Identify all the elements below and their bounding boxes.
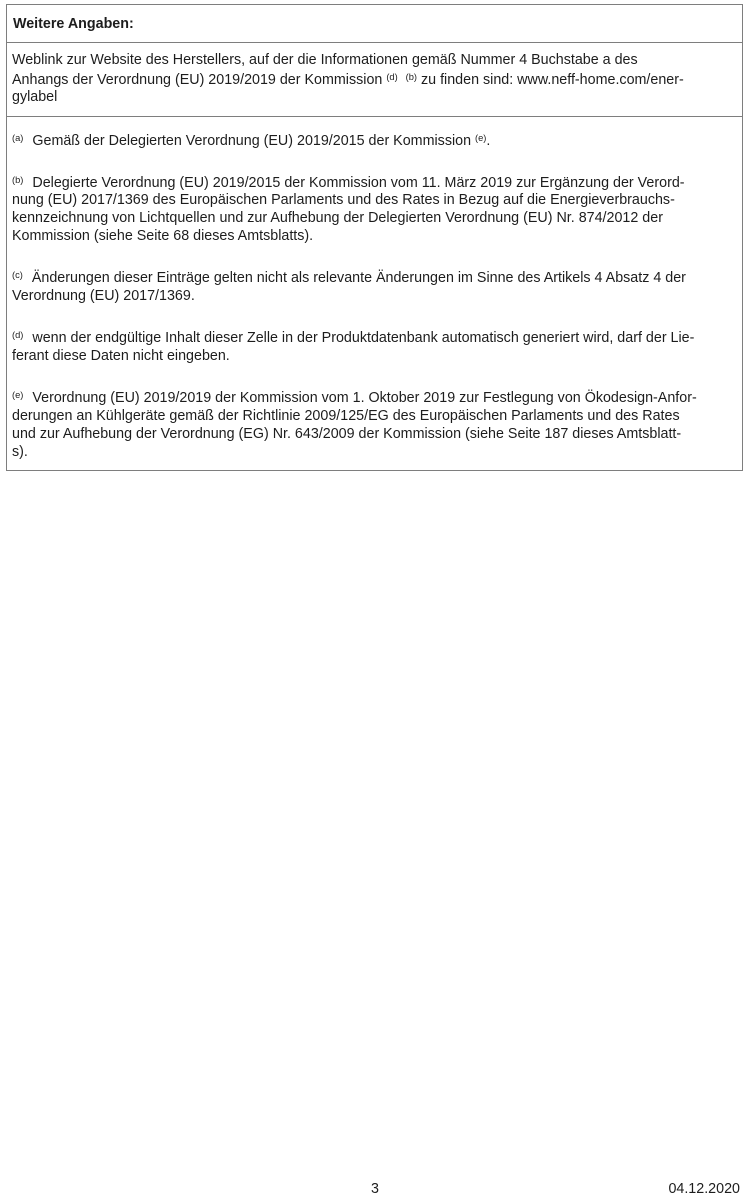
footnotes-row — [7, 116, 742, 470]
page-footer — [0, 1180, 750, 1200]
footnote-d-label: (d) — [12, 330, 24, 341]
footnote-b — [12, 171, 736, 246]
footnote-d — [12, 326, 736, 365]
box-title: Weitere Angaben: — [13, 16, 134, 32]
footnote-e — [12, 386, 736, 461]
weitere-angaben-box — [6, 4, 743, 471]
footnote-b-label: (b) — [12, 174, 24, 185]
footer-date: 04.12.2020 — [668, 1181, 740, 1197]
box-header-row — [7, 5, 742, 42]
weblink-paragraph: Weblink zur Website des Herstellers, auf der die Informationen gemäß Nummer 4 Buchstabe a des Anhangs der Verordnung (EU) 2019/2019 der Kommission $^{(d)}$ $^{(b)}$ zu finden sind: www.neff-home.com/ener- gylabel — [12, 51, 684, 106]
footnote-a-label: (a) — [12, 132, 24, 143]
footnote-a-text: Gemäß der Delegierten Verordnung (EU) 2019/2015 der Kommission $^{(e)}$. — [32, 132, 491, 149]
footnote-e-label: (e) — [12, 389, 24, 400]
footnote-a — [12, 129, 736, 150]
footnote-reference-sup: (d) — [386, 72, 398, 82]
footnote-d-text: wenn der endgültige Inhalt dieser Zelle in der Produktdatenbank automatisch generiert wird, darf der Lie- ferant diese Daten nicht eingeben. — [12, 329, 695, 364]
weblink-row — [7, 42, 742, 116]
footnote-c-text: Änderungen dieser Einträge gelten nicht als relevante Änderungen im Sinne des Artikels 4 Absatz 4 der Verordnung (EU) 2017/1369. — [12, 270, 686, 305]
footnote-reference-sup: (b) — [405, 72, 418, 82]
footnote-e-text: Verordnung (EU) 2019/2019 der Kommission vom 1. Oktober 2019 zur Festlegung von Ökodesign-Anfor- derungen an Kühlgeräte gemäß der Richtlinie 2009/125/EG des Europäischen Parlaments und des Rates und zur Aufhebung der Verordnung (EG) Nr. 643/2009 der Kommission (siehe Seite 187 dieses Amtsblatt- s). — [12, 389, 697, 460]
footnote-c — [12, 266, 736, 305]
footnote-reference-sup: (e) — [475, 132, 487, 143]
page-number: 3 — [371, 1181, 379, 1197]
footnote-c-label: (c) — [12, 270, 23, 281]
footnote-b-text: Delegierte Verordnung (EU) 2019/2015 der Kommission vom 11. März 2019 zur Ergänzung der Verord- nung (EU) 2017/1369 des Europäischen Parlaments und des Rates in Bezug auf die Energieverbrauchs- kennzeichnung von Lichtquellen und zur Aufhebung der Delegierten Verordnung (EU) Nr. 874/2012 der Kommission (siehe Seite 68 dieses Amtsblatts). — [12, 174, 685, 245]
